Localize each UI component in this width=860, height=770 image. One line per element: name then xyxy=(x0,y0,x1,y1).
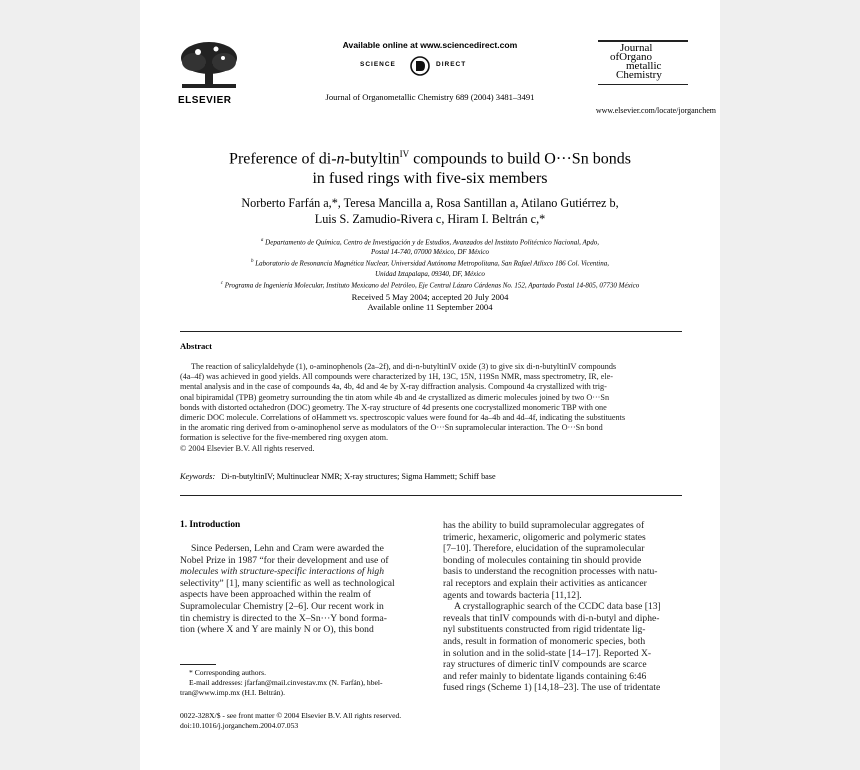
abstract-heading: Abstract xyxy=(180,341,212,351)
paper-title: Preference of di-n-butyltin$^{IV}$ compounds to build O···Sn bonds in fused rings with five-six members xyxy=(229,149,631,188)
author-list: Norberto Farfán a,*, Teresa Mancilla a, Rosa Santillan a, Atilano Gutiérrez b, Luis S. Zamudio-Rivera c, Hiram I. Beltrán c,* xyxy=(241,196,619,226)
paper-page xyxy=(140,0,720,770)
received-dates: Received 5 May 2004; accepted 20 July 2004 Available online 11 September 2004 xyxy=(351,292,509,312)
intro-left-column: Since Pedersen, Lehn and Cram were awarded the Nobel Prize in 1987 “for their development and use of molecules with structure-specific interactions of high selectivity” [1], many scientific as well as technological aspects have been approached within the realm of Supramolecular Chemistry [2–6]. Our recent work in tin chemistry is directed to the X–Sn···Y bond forma- tion (where X and Y are mainly N or O), this bond xyxy=(180,543,395,636)
abstract-top-rule xyxy=(180,331,682,332)
abstract-body: The reaction of salicylaldehyde (1), o-aminophenols (2a–2f), and di-n-butyltinIV oxide (3) to give six di-n-butyltinIV compounds (4a–4f) was achieved in good yields. All compounds were characterized by 1H, 13C, 15N, 119Sn NMR, mass spectrometry, IR, ele- mental analysis and in the case of compounds 4a, 4b, 4d and 4e by X-ray diffraction analysis. Compound 4a crystallized with trig- onal bipiramidal (TPB) geometry surrounding the tin atom while 4b and 4e crystallized as dimeric molecules joined by two O···Sn bonds with distorted octahedron (DOC) geometry. The X-ray structure of 4d presents one cocrystallized monomeric TBP with one dimeric DOC molecule. Correlations of σHammett vs. spectroscopic values were found for 4a–4b and 4d–4f, indicating the substituents in the aromatic ring derived from o-aminophenol serve as modulators of the O···Sn supramolecular interaction. The O···Sn bond formation is selective for the five-membered ring oxygen atom. © 2004 Elsevier B.V. All rights reserved. xyxy=(180,362,626,453)
intro-right-column: has the ability to build supramolecular aggregates of trimeric, hexameric, oligomeric and polymeric states [7–10]. Therefore, elucidation of the supramolecular bonding of molecules containing tin should provide basis to understand the recognition processes with natu- ral receptors and explain their activities as anticancer agents and towards bacteria [11,12]. A crystallographic search of the CCDC data base [13] reveals that tinIV compounds with di-n-butyl and diphe- nyl substituents constructed from rigid tridentate lig- ands, result in formation of monomeric species, both in solution and in the solid-state [14–17]. Reported X- ray structures of dimeric tinIV compounds are scarce and refer mainly to bidentate ligands containing 6:46 fused rings (Scheme 1) [14,18–23]. The use of tridentate xyxy=(443,520,661,694)
elsevier-wordmark: ELSEVIER xyxy=(178,95,232,106)
journal-citation: Journal of Organometallic Chemistry 689 (2004) 3481–3491 xyxy=(325,92,535,102)
elsevier-tree-icon xyxy=(178,40,240,92)
sciencedirect-logo: SCIENCE DIRECT xyxy=(350,55,510,77)
footnotes: * Corresponding authors. E-mail addresses: jfarfan@mail.cinvestav.mx (N. Farfán), hbel- tran@www.imp.mx (H.I. Beltrán). xyxy=(180,668,383,697)
journal-url[interactable]: www.elsevier.com/locate/jorganchem xyxy=(595,106,716,115)
issn-doi: 0022-328X/$ - see front matter © 2004 Elsevier B.V. All rights reserved. doi:10.1016/j.jorganchem.2004.07.053 xyxy=(180,711,402,730)
intro-heading: 1. Introduction xyxy=(180,520,241,530)
footnote-rule xyxy=(180,664,216,665)
sciencedirect-d-icon xyxy=(408,55,432,77)
affiliations: $^a$ Departamento de Química, Centro de Investigación y de Estudios, Avanzados del Instituto Politécnico Nacional, Apdo, Postal 14-740, 07000 México, DF México $^b$ Laboratorio de Resonancia Magnética Nuclear, Universidad Autónoma Metropolitana, San Rafael Atlixco 186 Col. Vicentina, Unidad Iztapalapa, 09340, DF, México $^c$ Programa de Ingeniería Molecular, Instituto Mexicano del Petróleo, Eje Central Lázaro Cárdenas No. 152, Apartado Postal 14-805, 07730 México xyxy=(220,238,640,289)
journal-logo: Journal ofOrgano metallic Chemistry xyxy=(598,40,688,104)
abstract-bottom-rule xyxy=(180,495,682,496)
elsevier-logo xyxy=(178,40,240,106)
keywords: Keywords: Di-n-butyltinIV; Multinuclear NMR; X-ray structures; Sigma Hammett; Schiff base xyxy=(180,472,496,481)
available-online-text: Available online at www.sciencedirect.com xyxy=(342,40,518,50)
